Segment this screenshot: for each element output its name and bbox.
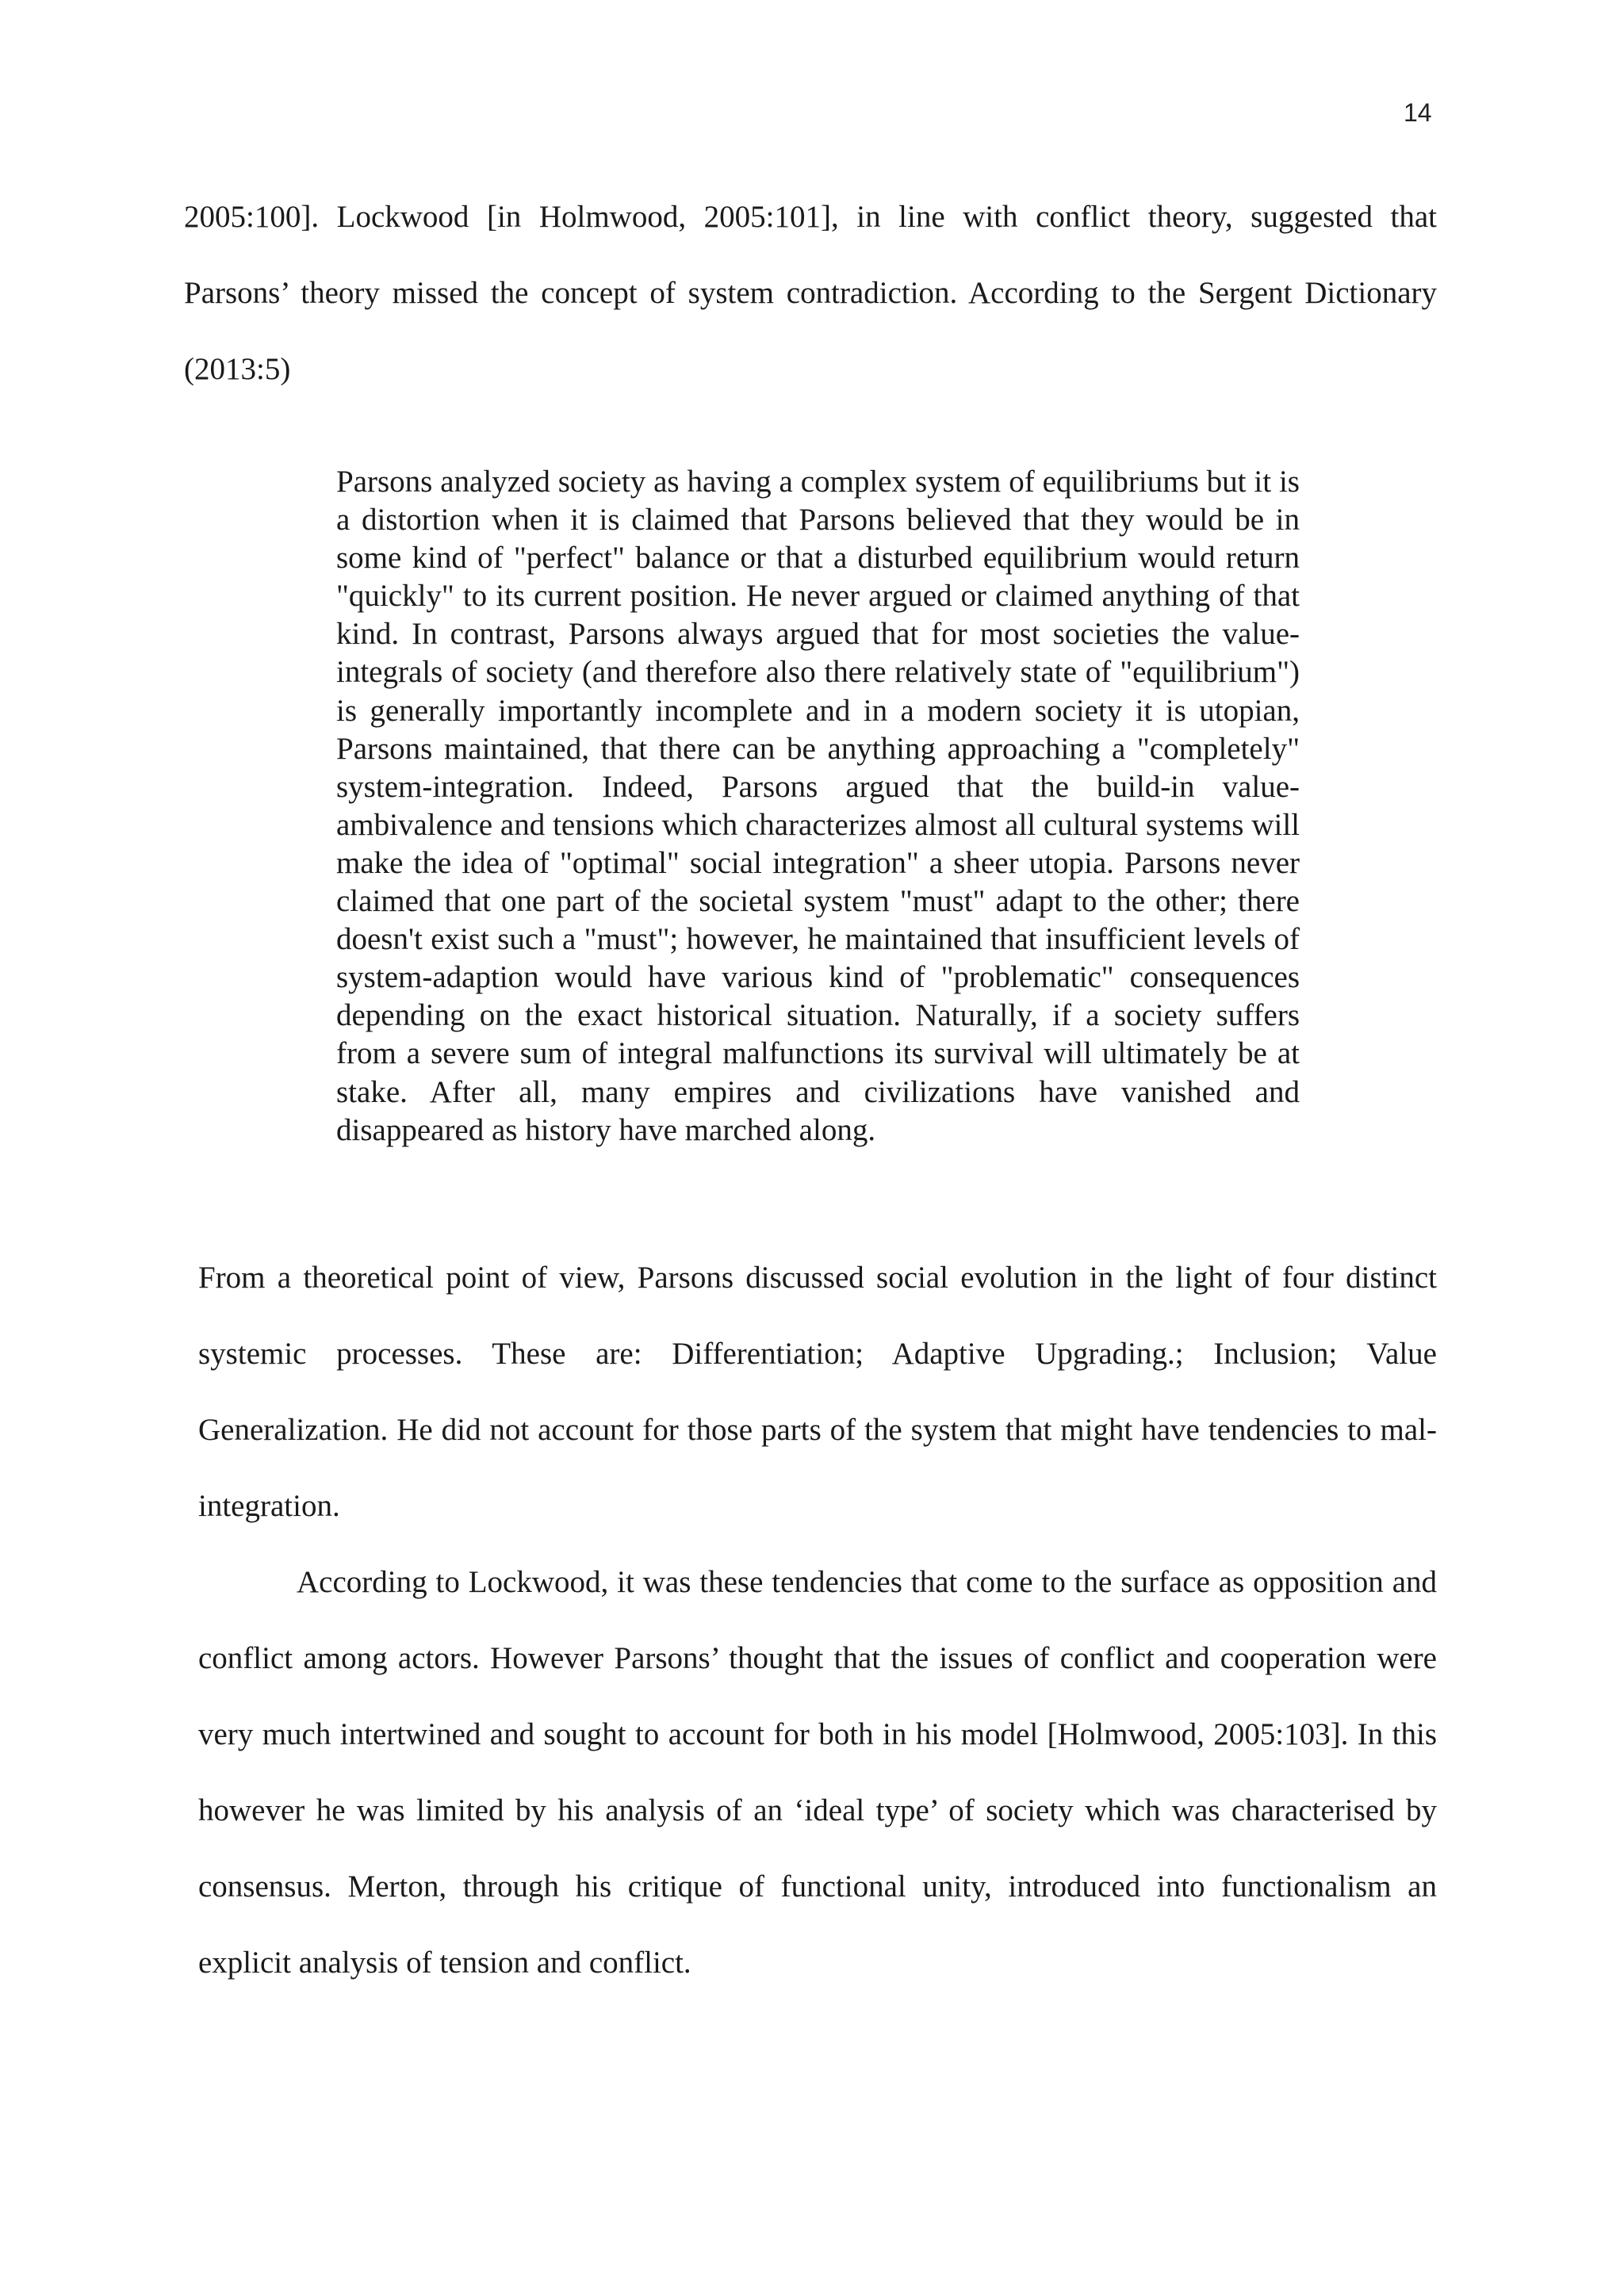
page-number: 14 [1404, 98, 1432, 127]
block-quote: Parsons analyzed society as having a complex system of equilibriums but it is a distortion when it is claimed that Parsons believed that they would be in some kind of "perfect" balance or that a disturbed equilibrium would return "quickly" to its current position. He never argued or claimed anything of that kind. In contrast, Parsons always argued that for most societies the value-integrals of society (and therefore also there relatively state of "equilibrium") is generally importantly incomplete and in a modern society it is utopian, Parsons maintained, that there can be anything approaching a "completely" system-integration. Indeed, Parsons argued that the build-in value-ambivalence and tensions which characterizes almost all cultural systems will make the idea of "optimal" social integration" a sheer utopia. Parsons never claimed that one part of the societal system "must" adapt to the other; there doesn't exist such a "must"; however, he maintained that insufficient levels of system-adaption would have various kind of "problematic" consequences depending on the exact historical situation. Naturally, if a society suffers from a severe sum of integral malfunctions its survival will ultimately be at stake. After all, many empires and civilizations have vanished and disappeared as history have marched along. [336, 465, 1300, 1147]
intro-paragraph: 2005:100]. Lockwood [in Holmwood, 2005:101], in line with conflict theory, suggested that Parsons’ theory missed the concept of system contradiction. According to the Sergent Dictionary (2013:5) [184, 200, 1437, 386]
lockwood-paragraph: According to Lockwood, it was these tendencies that come to the surface as opposition and conflict among actors. However Parsons’ thought that the issues of conflict and cooperation were very much intertwined and sought to account for both in his model [Holmwood, 2005:103]. In this however he was limited by his analysis of an ‘ideal type’ of society which was characterised by consensus. Merton, through his critique of functional unity, introduced into functionalism an explicit analysis of tension and conflict. [198, 1565, 1437, 1980]
evolution-paragraph: From a theoretical point of view, Parsons discussed social evolution in the light of four distinct systemic processes. These are: Differentiation; Adaptive Upgrading.; Inclusion; Value Generalization. He did not account for those parts of the system that might have tendencies to mal-integration. [198, 1261, 1437, 1523]
